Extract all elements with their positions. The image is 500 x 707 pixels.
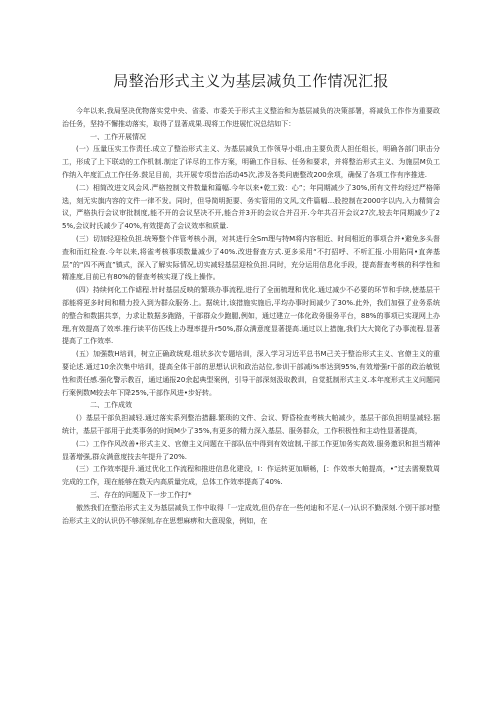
document-title: 局整治形式主义为基层减负工作情况汇报 bbox=[113, 72, 389, 90]
section-heading-3: 三、存在的问题及下一步工作打* bbox=[90, 490, 192, 499]
paragraph: (二）相简改进文风会风.严格控制文件数量和篇幅.今年以来•乾工致：心”；年同期减少了30%,所有文件均经过严格筛选，刻无实旗内容的文件一律不发。同时，但导简明扼要、务实管用的文风,文件篇幅...股控制在2000字以内,入力精简会议，严格执行会议审批制度,能不开的会议坚决不开,能合并3开的会议合并召开.今年共召开会议27次,较去年同期减少了25%,会议时氏减少了40%,有效提高了会议效率和质量. bbox=[62, 183, 440, 231]
document-body bbox=[62, 105, 440, 528]
paragraph-intro: 今年以来,我局坚决优物落实党中央、省委、市委关于形式主义整治和为基层减负的决策部署，将减负工作作为重要政治任务，坚持不懈推动落实，取得了显著成果.现将工作进展忙况总结如下： bbox=[62, 107, 440, 128]
paragraph: (三）工作效率提升.通过优化工作流程和推进信息化建设，I：作运转更加顺畅，[：作效率大帕提高，•”过去需聚数周完成的工作，现在能够在数天内高质量完成，总体工作效率提高了40%. bbox=[62, 465, 440, 487]
paragraph: 傲然我们在整治形式主义为基层减负工作中取得「一定成效,但仍存在一些何迪和不足.(一)认识不勤深刻.个别干部对整治形式主义的认识仍不够深刻,存在思想麻痹和大意现象，例如，在 bbox=[62, 503, 440, 525]
paragraph: (一）压量压实工作责任.成立了整治形式主义、为基层减负工作领导小组,由主要负责人担任组长，明确各部门职击分工，形成了上下联动的工作机制.制定了详尽的工作方案，明确工作目标、任务和要求，并将整治形式主义、为施层M负工作纳入年度汇点工作任务.鼓足目前，共开展专项昔治活动45次,涉及各类问鹿整改200余项，确保了各项工作有序推进. bbox=[62, 145, 440, 179]
section-heading-2: 二、工作成效 bbox=[90, 401, 132, 410]
paragraph: (）基层干部负担减轻.通过落实系列整治措翻.繁琐的文件、会议、野昏检查考核大帕减少，基层干部负担明显减轻.据统计，基层干部用于此类事务的时间M少了35%,有更多的精力深入基层、服务群众，工作积极性和主动性显著提高， bbox=[62, 414, 440, 435]
section-heading-1: 一、工作开展情况 bbox=[90, 132, 146, 141]
paragraph: (三）切加轻迎检负担.统筹整个伴管考核小润，对其进行全Sm理与特M将内容相近、时间相近的事项合并•避免多头督查和而红检查.今年以来,将雀考核事项数量减少了40%.改进督查方式.更多采用“不打招呼、不听汇报.小用陷同•直奔基层”的“四不两直”镇式，深入了解实际情况,切实减轻基层迎检负担.同时，充分运用信息化手段，提高督查考核的科学性和精准度,目前已有80%的督查考核实现了线上操作。 bbox=[62, 234, 440, 282]
paragraph: (四）持续何化工作谑程.针时基层反映的繁琐办事流程,进行了全面梳理和优化.通过减少不必要的环节和手续,使基层干部能将更多时间和精力投入到为群众服务.上。据统计,该措施实施后,平均办事时间减少了30%.此外，我们加强了业务系统的整合和数据共享，力求让数据多跑路，干部群众少跑腿,例如，通过建立一体化政务服务平台，88%的事项已实现网上办理,有效提高了效率.推行读平仿匹线上办理率提升r50%,群众满意度显著提高.通过以上措施,我们大大简化了办事流程.显著提高了工作效率. bbox=[62, 286, 440, 346]
paragraph: (二）工作作风改善•形式主义、官僚主义问题在干部队伍中得到有效谊制,干部工作更加务实高效.服务邀识和担当精神显著增强,群众满意度技去年提升了20%. bbox=[62, 439, 440, 461]
paragraph: (五）加强数H培训，树立正确政统观.组状多次专题培训，深入学习习近平总书M己关于整治形式主义、官僚主义的重要论述.通过10余次集中培训，提高全体干部的思想认识和政治站位,参训干部减i%率达到95%,有效增强r干部的政治敏锐性和责任感.强化警示教百，通过通报20余起典型案例，引导干部深刻汲取教训，自觉抵制形式主义.本年度形式主义问题同行案例数M较去年下降25%,干部作风进•步好转。 bbox=[62, 350, 440, 397]
